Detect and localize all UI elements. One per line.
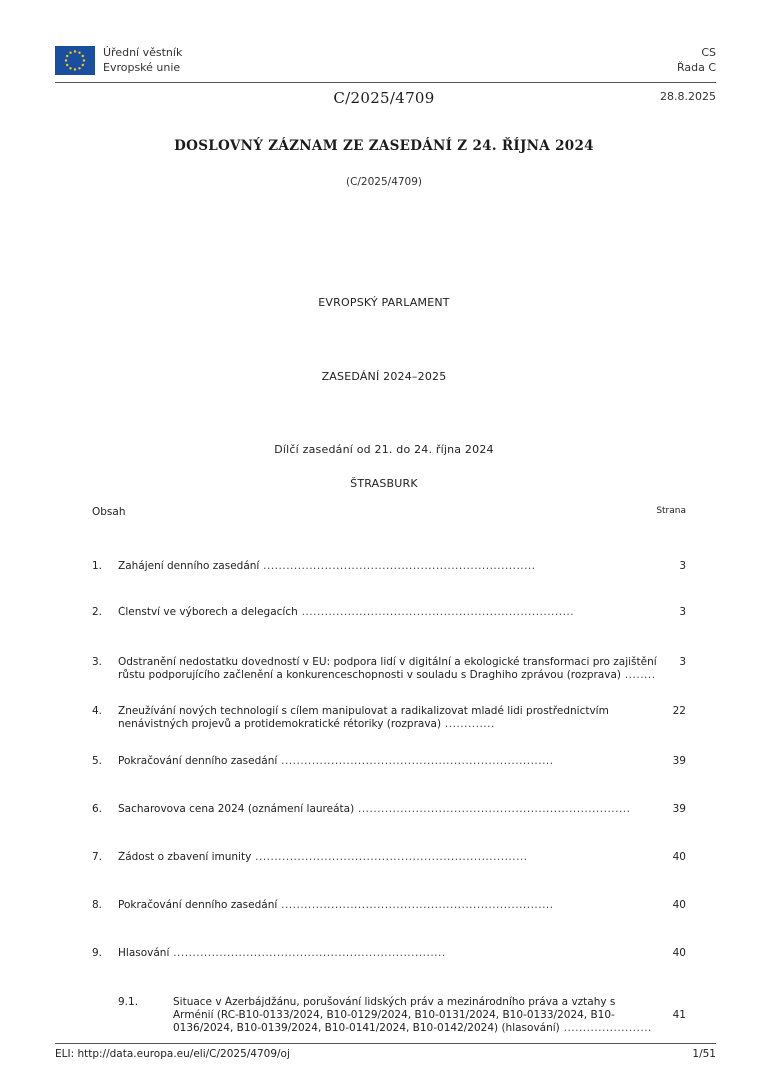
- toc-item-text: Odstranění nedostatku dovedností v EU: podpora lidí v digitální a ekologické transformaci pro zajištění růstu podporujícího začlenění a konkurenceschopnosti v souladu s Draghiho zprávou (rozprava): [118, 656, 657, 681]
- toc-item-title: [173, 996, 658, 1035]
- toc-page-heading: Strana: [656, 506, 686, 516]
- toc-item-title: [118, 656, 658, 682]
- toc-leader-dots: .......................................................................: [251, 851, 528, 863]
- toc-item-number: 5.: [92, 755, 103, 767]
- toc-item-title: [118, 851, 658, 864]
- flag-star: [83, 59, 85, 61]
- toc-item-number: 9.: [92, 947, 103, 959]
- document-number: C/2025/4709: [333, 89, 435, 107]
- flag-star: [74, 68, 76, 70]
- toc-leader-dots: .......................................................................: [354, 803, 631, 815]
- toc-item-text: Žádost o zbavení imunity: [118, 851, 252, 863]
- toc-item-page: 3: [679, 606, 686, 618]
- flag-star: [74, 50, 76, 52]
- flag-star: [78, 67, 80, 69]
- flag-star: [66, 64, 68, 66]
- toc-item-number: 6.: [92, 803, 103, 815]
- page-number: 1/51: [692, 1048, 716, 1060]
- toc-item-page: 39: [672, 755, 686, 767]
- toc-item-text: Hlasování: [118, 947, 170, 959]
- eli-link[interactable]: ELI: http://data.europa.eu/eli/C/2025/4709/oj: [55, 1048, 290, 1060]
- flag-star: [69, 67, 71, 69]
- toc-item-text: Pokračování denního zasedání: [118, 755, 278, 767]
- document-reference: (C/2025/4709): [345, 176, 423, 188]
- toc-item-number: 3.: [92, 656, 103, 668]
- toc-item-number: 7.: [92, 851, 103, 863]
- toc-item-title: [118, 705, 658, 731]
- toc-item-number: 2.: [92, 606, 103, 618]
- journal-meta: [677, 45, 716, 75]
- toc-item-number: 4.: [92, 705, 103, 717]
- series-label: Řada C: [676, 61, 716, 74]
- toc-item-text: Situace v Ázerbájdžánu, porušování lidských práv a mezinárodního práva a vztahy s Arménií (RC-B10-0133/2024, B10-0129/2024, B10-0131/2024, B10-0133/2024, B10-0136/2024, B10-0139/2024, B10-0141/2024, B10-0142/2024) (hlasování): [173, 996, 616, 1034]
- toc-item-page: 3: [679, 656, 686, 668]
- toc-item-text: Sacharovova cena 2024 (oznámení laureáta): [118, 803, 355, 815]
- toc-item-page: 40: [672, 851, 686, 863]
- journal-title: [103, 45, 182, 75]
- toc-item-title: [118, 899, 658, 912]
- toc-item-title: [118, 560, 658, 573]
- toc-leader-dots: .............: [441, 718, 495, 730]
- flag-star: [78, 52, 80, 54]
- toc-heading: Obsah: [92, 506, 126, 518]
- toc-leader-dots: .......................................................................: [169, 947, 446, 959]
- flag-star: [69, 52, 71, 54]
- flag-star: [82, 55, 84, 57]
- institution-name: EVROPSKÝ PARLAMENT: [318, 296, 450, 309]
- toc-item-page: 41: [672, 1009, 686, 1021]
- journal-title-line2: Evropské unie: [103, 61, 181, 74]
- toc-item-page: 40: [672, 899, 686, 911]
- place-label: ŠTRASBURK: [350, 477, 418, 490]
- toc-leader-dots: .......................................................................: [259, 560, 536, 572]
- publication-date: 28.8.2025: [660, 90, 716, 103]
- toc-item-title: [118, 755, 658, 768]
- toc-item-page: 39: [672, 803, 686, 815]
- flag-star: [65, 59, 67, 61]
- eu-flag-icon: [55, 46, 95, 75]
- footer-divider: [55, 1043, 716, 1044]
- toc-leader-dots: .......................................................................: [297, 606, 575, 618]
- toc-item-text: Členství ve výborech a delegacích: [118, 606, 298, 618]
- toc-item-page: 22: [672, 705, 686, 717]
- toc-item-page: 3: [679, 560, 686, 572]
- toc-leader-dots: .......................................................................: [277, 899, 554, 911]
- toc-item-number: 1.: [92, 560, 103, 572]
- header-divider: [55, 82, 716, 83]
- toc-item-number: 9.1.: [118, 996, 139, 1008]
- flag-star: [82, 64, 84, 66]
- toc-leader-dots: ........: [621, 669, 656, 681]
- flag-star: [66, 55, 68, 57]
- part-session-label: Dílčí zasedání od 21. do 24. října 2024: [274, 443, 494, 456]
- toc-item-text: Zneužívání nových technologií s cílem manipulovat a radikalizovat mladé lidi prostřednictvím nenávistných projevů a protidemokratické rétoriky (rozprava): [118, 705, 609, 730]
- toc-item-page: 40: [672, 947, 686, 959]
- language-code: CS: [701, 46, 716, 59]
- toc-item-number: 8.: [92, 899, 103, 911]
- toc-item-title: [118, 947, 658, 960]
- session-label: ZASEDÁNÍ 2024–2025: [321, 370, 447, 383]
- toc-item-text: Zahájení denního zasedání: [118, 560, 260, 572]
- toc-item-title: [118, 803, 658, 816]
- toc-leader-dots: .......................: [559, 1022, 652, 1034]
- toc-item-title: [118, 606, 658, 619]
- toc-item-text: Pokračování denního zasedání: [118, 899, 278, 911]
- toc-leader-dots: .......................................................................: [277, 755, 554, 767]
- document-title: DOSLOVNÝ ZÁZNAM ZE ZASEDÁNÍ Z 24. ŘÍJNA 2024: [174, 138, 594, 154]
- journal-header: [55, 44, 716, 82]
- journal-title-line1: Úřední věstník: [103, 46, 183, 59]
